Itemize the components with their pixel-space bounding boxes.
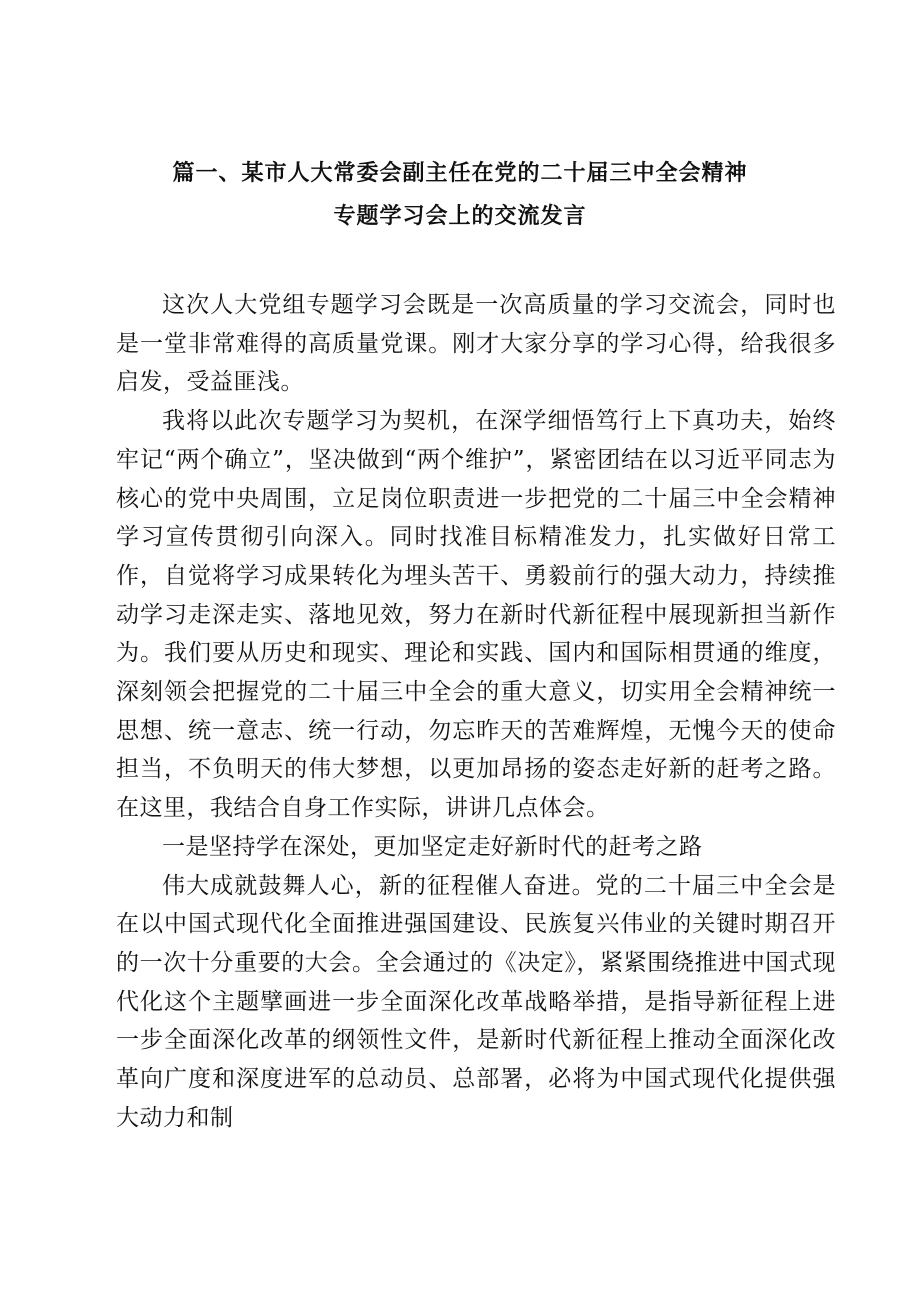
document-title-line1: 篇一、某市人大常委会副主任在党的二十届三中全会精神 [172, 161, 748, 186]
paragraph-section-1: 伟大成就鼓舞人心，新的征程催人奋进。党的二十届三中全会是在以中国式现代化全面推进强国建设、民族复兴伟业的关键时期召开的一次十分重要的大会。全会通过的《决定》，紧紧围绕推进中国式现代化这个主题擘画进一步全面深化改革战略举措，是指导新征程上进一步全面深化改革的纲领性文件，是新时代新征程上推动全面深化改革向广度和深度进军的总动员、总部署，必将为中国式现代化提供强大动力和制 [116, 872, 836, 1131]
document-title-line2: 专题学习会上的交流发言 [333, 204, 587, 229]
section-heading-1: 一是坚持学在深处，更加坚定走好新时代的赶考之路 [162, 833, 703, 860]
paragraph-commitment: 我将以此次专题学习为契机，在深学细悟笃行上下真功夫，始终牢记“两个确立”，坚决做到“两个维护”，紧密团结在以习近平同志为核心的党中央周围，立足岗位职责进一步把党的二十届三中全会精神学习宣传贯彻引向深入。同时找准目标精准发力，扎实做好日常工作，自觉将学习成果转化为埋头苦干、勇毅前行的强大动力，持续推动学习走深走实、落地见效，努力在新时代新征程中展现新担当新作为。我们要从历史和现实、理论和实践、国内和国际相贯通的维度，深刻领会把握党的二十届三中全会的重大意义，切实用全会精神统一思想、统一意志、统一行动，勿忘昨天的苦难辉煌，无愧今天的使命担当，不负明天的伟大梦想，以更加昂扬的姿态走好新的赶考之路。在这里，我结合自身工作实际，讲讲几点体会。 [116, 408, 836, 822]
paragraph-intro: 这次人大党组专题学习会既是一次高质量的学习交流会，同时也是一堂非常难得的高质量党课。刚才大家分享的学习心得，给我很多启发，受益匪浅。 [116, 292, 836, 396]
document-body [116, 286, 836, 1137]
